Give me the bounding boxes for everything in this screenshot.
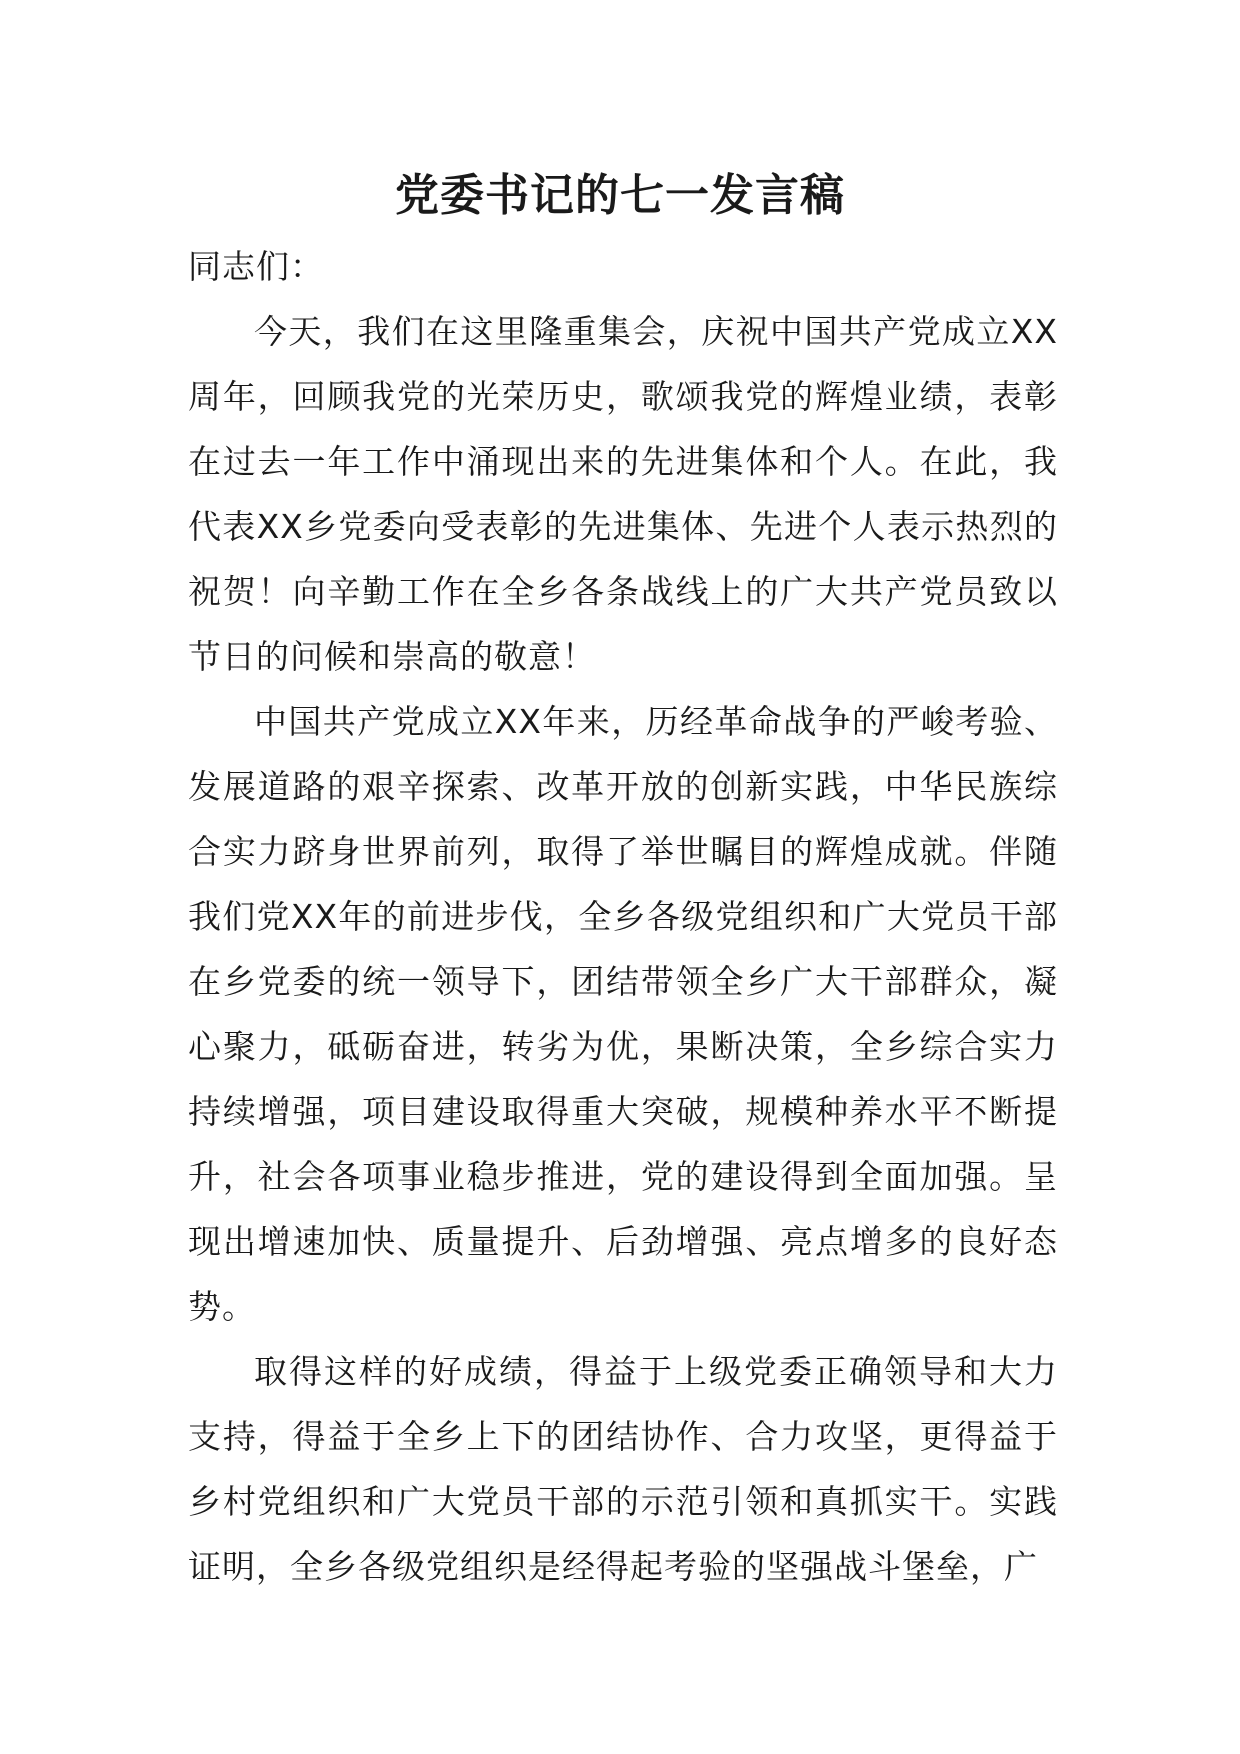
paragraph-3: 取得这样的好成绩，得益于上级党委正确领导和大力支持，得益于全乡上下的团结协作、合力攻坚，更得益于乡村党组织和广大党员干部的示范引领和真抓实干。实践证明，全乡各级党组织是经得起考验的坚强战斗堡垒，广	[188, 1352, 1058, 1586]
paragraph-1: 今天，我们在这里隆重集会，庆祝中国共产党成立XX周年，回顾我党的光荣历史，歌颂我党的辉煌业绩，表彰在过去一年工作中涌现出来的先进集体和个人。在此，我代表XX乡党委向受表彰的先进集体、先进个人表示热烈的祝贺！向辛勤工作在全乡各条战线上的广大共产党员致以节日的问候和崇高的敬意！	[188, 312, 1058, 676]
salutation: 同志们：	[188, 247, 324, 286]
document-body	[188, 234, 1058, 1599]
document-title: 党委书记的七一发言稿	[395, 170, 845, 221]
paragraph-2: 中国共产党成立XX年来，历经革命战争的严峻考验、发展道路的艰辛探索、改革开放的创新实践，中华民族综合实力跻身世界前列，取得了举世瞩目的辉煌成就。伴随我们党XX年的前进步伐，全乡各级党组织和广大党员干部在乡党委的统一领导下，团结带领全乡广大干部群众，凝心聚力，砥砺奋进，转劣为优，果断决策，全乡综合实力持续增强，项目建设取得重大突破，规模种养水平不断提升，社会各项事业稳步推进，党的建设得到全面加强。呈现出增速加快、质量提升、后劲增强、亮点增多的良好态势。	[188, 702, 1058, 1326]
